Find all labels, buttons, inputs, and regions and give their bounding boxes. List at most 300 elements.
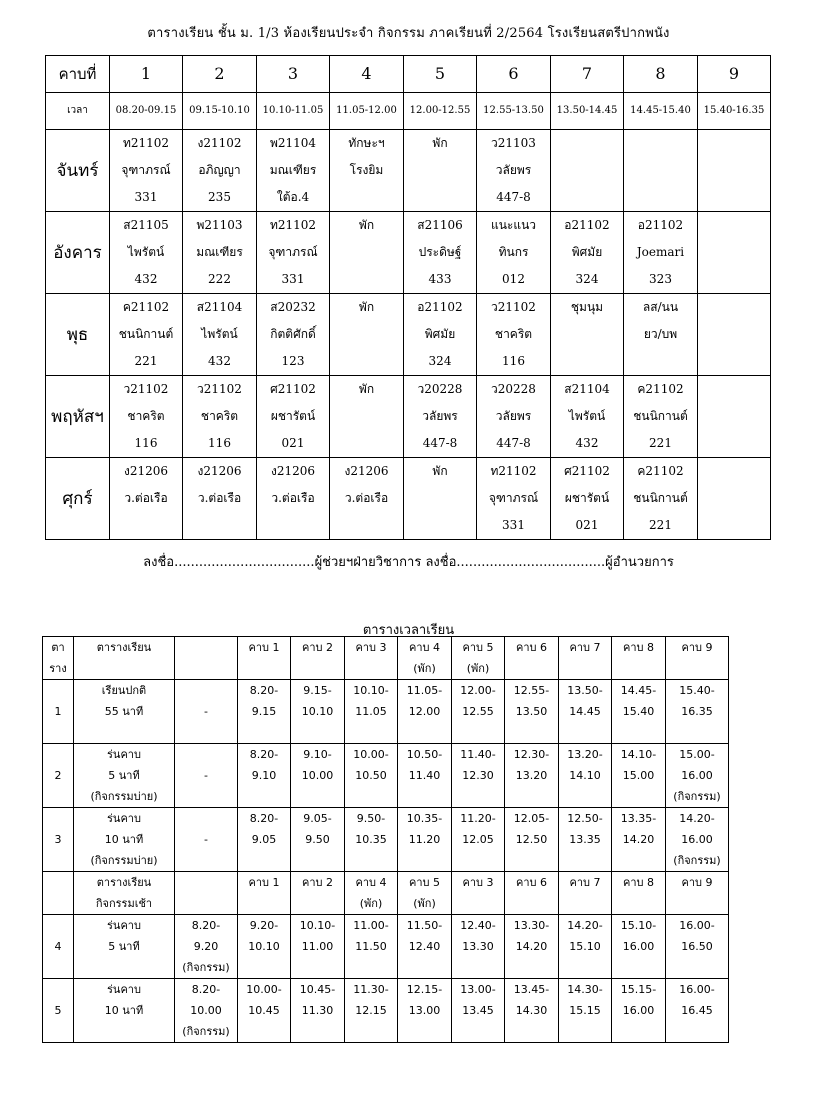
period-time-text: 13.20 bbox=[515, 769, 548, 782]
period-time-cell bbox=[398, 979, 452, 1043]
day-name: จันทร์ bbox=[46, 130, 110, 212]
schedule-cell-line: ไพรัตน์ bbox=[568, 409, 606, 423]
schedule-cell-line: พัก bbox=[432, 136, 448, 150]
schedule-cell-line: ว.ต่อเรือ bbox=[344, 491, 389, 505]
schedule-cell-line: ท21102 bbox=[122, 136, 170, 150]
period-time-cell bbox=[452, 808, 505, 872]
period-time-text: 9.10- bbox=[303, 748, 332, 761]
period-time-cell bbox=[505, 808, 559, 872]
period-time-text: 11.20 bbox=[408, 833, 441, 846]
schedule-cell-line: ว21102 bbox=[491, 300, 536, 314]
schedule-cell bbox=[477, 212, 551, 294]
day-name: อังคาร bbox=[46, 212, 110, 294]
period-time-text: 14.45- bbox=[620, 684, 657, 697]
schedule-cell bbox=[183, 130, 257, 212]
period-time-table bbox=[42, 636, 729, 1043]
period-header-cell bbox=[559, 872, 612, 915]
row-pre-activity bbox=[175, 915, 238, 979]
schedule-cell-line: พัก bbox=[432, 464, 448, 478]
schedule-cell-line bbox=[330, 348, 403, 375]
schedule-cell-line: ว.ต่อเรือ bbox=[124, 491, 168, 505]
period-number: 5 bbox=[404, 56, 477, 93]
row-number: 1 bbox=[43, 680, 74, 744]
period-time-text: 12.55 bbox=[462, 705, 494, 718]
schedule-cell-line: มณเฑียร bbox=[269, 163, 317, 177]
schedule-cell-line bbox=[698, 403, 770, 430]
schedule-cell-line bbox=[330, 321, 403, 348]
period-time-text: 9.05 bbox=[251, 833, 277, 846]
pre-activity-text: (กิจกรรม) bbox=[182, 1025, 230, 1038]
schedule-cell bbox=[404, 376, 477, 458]
timetable-row bbox=[43, 744, 729, 808]
period-time-text: 12.00- bbox=[460, 684, 496, 697]
schedule-cell-line bbox=[698, 376, 770, 403]
schedule-cell-line: 123 bbox=[281, 354, 305, 368]
period-time-text: 12.40- bbox=[460, 919, 496, 932]
period-header-cell bbox=[666, 637, 729, 680]
schedule-cell-line: ค21102 bbox=[637, 464, 684, 478]
schedule-cell bbox=[551, 376, 624, 458]
day-name: พุธ bbox=[46, 294, 110, 376]
schedule-cell-line bbox=[551, 348, 623, 375]
day-row bbox=[46, 294, 771, 376]
schedule-cell bbox=[330, 376, 404, 458]
period-time-cell bbox=[559, 808, 612, 872]
period-header-label: คาบที่ bbox=[46, 56, 110, 93]
schedule-cell bbox=[477, 458, 551, 540]
period-header-text: คาบ 3 bbox=[355, 641, 387, 654]
period-time-text: 9.20- bbox=[249, 919, 279, 932]
schedule-cell-line: 222 bbox=[208, 272, 231, 286]
schedule-name-text: 10 นาที bbox=[104, 1004, 144, 1017]
schedule-cell-line: แนะแนว bbox=[490, 218, 537, 232]
schedule-cell-line: ชุมนุม bbox=[570, 300, 604, 314]
schedule-cell-line: อ21102 bbox=[637, 218, 684, 232]
period-time: 11.05-12.00 bbox=[330, 93, 404, 130]
period-time-text: 14.20 bbox=[622, 833, 655, 846]
period-number: 2 bbox=[183, 56, 257, 93]
day-row bbox=[46, 130, 771, 212]
schedule-cell-line bbox=[257, 512, 329, 539]
period-time-cell bbox=[559, 979, 612, 1043]
period-time-cell bbox=[452, 979, 505, 1043]
period-time-cell bbox=[612, 979, 666, 1043]
period-time-text: 16.00 bbox=[681, 769, 713, 782]
period-time-cell bbox=[345, 979, 398, 1043]
period-time-text: 14.30- bbox=[567, 983, 603, 996]
schedule-cell-line: ทินกร bbox=[498, 245, 529, 259]
row-pre-activity: - bbox=[175, 744, 238, 808]
period-header-text: คาบ 6 bbox=[515, 641, 547, 654]
header-text: ราง bbox=[49, 662, 67, 675]
period-time: 13.50-14.45 bbox=[551, 93, 624, 130]
schedule-cell bbox=[551, 294, 624, 376]
schedule-cell-line: 235 bbox=[208, 190, 231, 204]
schedule-cell bbox=[698, 130, 771, 212]
schedule-cell bbox=[624, 294, 698, 376]
schedule-cell bbox=[257, 458, 330, 540]
period-time-cell bbox=[238, 808, 291, 872]
period-header-cell bbox=[291, 872, 345, 915]
period-header-cell bbox=[291, 637, 345, 680]
schedule-cell-line bbox=[698, 239, 770, 266]
period-time-cell bbox=[238, 680, 291, 744]
schedule-cell-line bbox=[698, 130, 770, 157]
schedule-cell-line bbox=[551, 157, 623, 184]
schedule-cell-line: ว21102 bbox=[197, 382, 242, 396]
timetable-row bbox=[43, 915, 729, 979]
schedule-cell-line: ท21102 bbox=[490, 464, 537, 478]
schedule-cell-line bbox=[624, 157, 697, 184]
timetable-row bbox=[43, 979, 729, 1043]
schedule-cell-line: ชนนิกานต์ bbox=[633, 409, 688, 423]
period-time-cell bbox=[291, 979, 345, 1043]
schedule-cell bbox=[110, 376, 183, 458]
schedule-cell bbox=[404, 294, 477, 376]
period-time-text: 10.45- bbox=[299, 983, 336, 996]
schedule-name-text: ร่นคาบ bbox=[107, 983, 141, 996]
schedule-cell bbox=[624, 376, 698, 458]
period-time-cell bbox=[345, 744, 398, 808]
period-time-text: 13.50- bbox=[567, 684, 603, 697]
period-time: 10.10-11.05 bbox=[257, 93, 330, 130]
schedule-cell-line: พ21103 bbox=[196, 218, 243, 232]
schedule-cell-line bbox=[624, 348, 697, 375]
period-time-cell bbox=[452, 744, 505, 808]
schedule-cell-line: ชาคริต bbox=[494, 327, 533, 341]
schedule-cell bbox=[330, 130, 404, 212]
period-time-text: 13.20- bbox=[567, 748, 603, 761]
period-time-text: 13.00- bbox=[460, 983, 496, 996]
schedule-cell-line bbox=[330, 184, 403, 211]
period-time: 12.00-12.55 bbox=[404, 93, 477, 130]
period-time-text: 11.50- bbox=[406, 919, 443, 932]
period-time-text: 12.05 bbox=[462, 833, 494, 846]
period-time-cell bbox=[398, 808, 452, 872]
period-time-cell bbox=[666, 680, 729, 744]
schedule-cell-line: 116 bbox=[208, 436, 231, 450]
period-time-text: 15.40- bbox=[679, 684, 715, 697]
schedule-cell bbox=[110, 294, 183, 376]
schedule-cell-line bbox=[404, 157, 476, 184]
timetable-header-cell bbox=[175, 637, 238, 680]
schedule-cell-line bbox=[698, 294, 770, 321]
row-pre-activity: - bbox=[175, 680, 238, 744]
period-header-text: (พัก) bbox=[466, 662, 490, 675]
period-header-text: คาบ 3 bbox=[462, 876, 494, 889]
period-time-cell bbox=[291, 808, 345, 872]
period-time: 14.45-15.40 bbox=[624, 93, 698, 130]
schedule-cell-line: ส21106 bbox=[417, 218, 463, 232]
schedule-cell-line: 324 bbox=[575, 272, 599, 286]
schedule-cell-line: วลัยพร bbox=[495, 163, 532, 177]
schedule-cell-line bbox=[330, 239, 403, 266]
row-number: 4 bbox=[43, 915, 74, 979]
header-text: ตารางเรียน bbox=[96, 876, 152, 889]
schedule-cell-line: ง21206 bbox=[270, 464, 316, 478]
schedule-cell bbox=[477, 376, 551, 458]
period-time-text: 14.20- bbox=[567, 919, 603, 932]
schedule-cell-line bbox=[624, 184, 697, 211]
period-time-text: 10.00 bbox=[301, 769, 334, 782]
schedule-cell-line bbox=[183, 512, 256, 539]
schedule-cell-line: ชาคริต bbox=[127, 409, 165, 423]
schedule-cell-line bbox=[330, 512, 403, 539]
schedule-cell bbox=[257, 130, 330, 212]
row-number: 2 bbox=[43, 744, 74, 808]
period-time-text: 12.40 bbox=[408, 940, 441, 953]
schedule-cell-line bbox=[698, 266, 770, 293]
schedule-cell-line bbox=[551, 184, 623, 211]
schedule-cell-line: 331 bbox=[281, 272, 305, 286]
schedule-cell-line: ผชารัตน์ bbox=[270, 409, 316, 423]
schedule-cell-line: ลส/นน bbox=[642, 300, 679, 314]
period-header-text: คาบ 2 bbox=[301, 641, 333, 654]
period-time-text: 15.10 bbox=[569, 940, 601, 953]
period-time-cell bbox=[666, 744, 729, 808]
schedule-cell-line: วลัยพร bbox=[495, 409, 532, 423]
schedule-cell-line: 021 bbox=[575, 518, 599, 532]
period-time-text: 10.10- bbox=[353, 684, 389, 697]
period-time-text: 10.10 bbox=[301, 705, 334, 718]
schedule-cell-line: 447-8 bbox=[422, 436, 458, 450]
period-time-text: 16.00- bbox=[679, 919, 715, 932]
schedule-name-text: ร่นคาบ bbox=[107, 812, 141, 825]
schedule-name-text: 5 นาที bbox=[108, 940, 140, 953]
schedule-cell-line bbox=[698, 348, 770, 375]
period-time-text: 11.50 bbox=[355, 940, 387, 953]
schedule-cell bbox=[698, 294, 771, 376]
schedule-cell-line: ใต้อ.4 bbox=[276, 190, 310, 204]
schedule-cell-line bbox=[404, 512, 476, 539]
period-time-cell bbox=[291, 915, 345, 979]
period-time-text: 14.20- bbox=[679, 812, 715, 825]
schedule-cell-line: 221 bbox=[134, 354, 158, 368]
period-time-text: 12.15 bbox=[355, 1004, 387, 1017]
schedule-cell bbox=[551, 458, 624, 540]
pre-activity-text: (กิจกรรม) bbox=[182, 961, 230, 974]
day-name: พฤหัสฯ bbox=[46, 376, 110, 458]
schedule-name-text: 5 นาที bbox=[108, 769, 140, 782]
period-time-text: 13.45 bbox=[462, 1004, 494, 1017]
schedule-cell-line bbox=[698, 212, 770, 239]
schedule-cell-line: ยว/บพ bbox=[643, 327, 678, 341]
period-header-cell bbox=[452, 637, 505, 680]
period-time-cell bbox=[452, 915, 505, 979]
schedule-name-text: ร่นคาบ bbox=[107, 919, 141, 932]
header-text: ตารางเรียน bbox=[96, 641, 152, 654]
period-time-text: 11.05- bbox=[406, 684, 443, 697]
schedule-cell-line: 221 bbox=[649, 518, 672, 532]
schedule-cell-line bbox=[698, 512, 770, 539]
period-time-text: 11.20- bbox=[460, 812, 496, 825]
schedule-cell-line: ไพรัตน์ bbox=[127, 245, 165, 259]
period-header-cell bbox=[505, 872, 559, 915]
schedule-cell bbox=[183, 294, 257, 376]
period-time-text: 12.50 bbox=[515, 833, 548, 846]
schedule-cell bbox=[551, 212, 624, 294]
period-time-text: 10.35 bbox=[355, 833, 387, 846]
period-time-cell bbox=[612, 808, 666, 872]
period-header-text: (พัก) bbox=[413, 897, 436, 910]
schedule-cell-line: 432 bbox=[208, 354, 231, 368]
period-time-text: 14.45 bbox=[569, 705, 601, 718]
period-time-text: 12.00 bbox=[408, 705, 441, 718]
row-schedule-name bbox=[74, 744, 175, 808]
schedule-cell-line: 116 bbox=[134, 436, 158, 450]
schedule-name-text: 10 นาที bbox=[104, 833, 144, 846]
pre-activity-text: 8.20- bbox=[191, 919, 221, 932]
schedule-cell-line bbox=[330, 403, 403, 430]
period-time-cell bbox=[345, 915, 398, 979]
period-time-text: 9.50 bbox=[305, 833, 330, 846]
schedule-cell bbox=[698, 212, 771, 294]
day-row bbox=[46, 376, 771, 458]
period-time-cell bbox=[398, 744, 452, 808]
schedule-cell-line: ว20228 bbox=[491, 382, 536, 396]
schedule-cell-line: 432 bbox=[575, 436, 599, 450]
period-header-cell bbox=[666, 872, 729, 915]
period-time-text: 14.10 bbox=[569, 769, 601, 782]
schedule-cell bbox=[698, 458, 771, 540]
period-time-cell bbox=[505, 744, 559, 808]
schedule-cell-line: 447-8 bbox=[496, 190, 531, 204]
schedule-cell-line: พ21104 bbox=[269, 136, 317, 150]
period-time-cell bbox=[505, 979, 559, 1043]
period-time-text: 12.05- bbox=[513, 812, 550, 825]
day-row bbox=[46, 212, 771, 294]
pre-activity-text: 10.00 bbox=[190, 1004, 222, 1017]
schedule-cell-line bbox=[698, 458, 770, 485]
schedule-cell-line: โรงยิม bbox=[349, 163, 384, 177]
period-header-cell bbox=[398, 637, 452, 680]
period-time-cell bbox=[612, 744, 666, 808]
period-time-text: 13.30- bbox=[513, 919, 550, 932]
row-schedule-name bbox=[74, 680, 175, 744]
schedule-cell-line: ทักษะฯ bbox=[348, 136, 385, 150]
timetable-header-cell bbox=[74, 872, 175, 915]
period-header-text: (พัก) bbox=[413, 662, 436, 675]
timetable-header-row-b bbox=[43, 872, 729, 915]
period-time-text: 16.00- bbox=[679, 983, 715, 996]
period-header-text: คาบ 8 bbox=[622, 876, 654, 889]
schedule-cell-line: วลัยพร bbox=[422, 409, 458, 423]
schedule-cell bbox=[183, 458, 257, 540]
period-time-text: 12.55- bbox=[513, 684, 550, 697]
row-pre-activity bbox=[175, 979, 238, 1043]
schedule-cell-line: 012 bbox=[502, 272, 525, 286]
row-pre-activity: - bbox=[175, 808, 238, 872]
period-time-cell bbox=[345, 680, 398, 744]
period-time-cell bbox=[559, 744, 612, 808]
schedule-cell bbox=[404, 212, 477, 294]
schedule-cell bbox=[257, 294, 330, 376]
period-time-text: 9.05- bbox=[303, 812, 332, 825]
schedule-cell bbox=[110, 130, 183, 212]
period-time-cell bbox=[666, 979, 729, 1043]
timetable-row bbox=[43, 680, 729, 744]
period-header-text: คาบ 8 bbox=[622, 641, 654, 654]
period-time-text: 11.40 bbox=[408, 769, 441, 782]
period-time-cell bbox=[452, 680, 505, 744]
period-header-text: คาบ 2 bbox=[301, 876, 333, 889]
schedule-cell-line: ศ21102 bbox=[564, 464, 610, 478]
period-time-text: 11.30- bbox=[353, 983, 389, 996]
period-time-text: 10.45 bbox=[248, 1004, 280, 1017]
schedule-cell-line: พิศมัย bbox=[424, 327, 456, 341]
schedule-cell bbox=[330, 294, 404, 376]
schedule-title: ตารางเรียน ชั้น ม. 1/3 ห้องเรียนประจำ กิจกรรม ภาคเรียนที่ 2/2564 โรงเรียนสตรีปากพนัง bbox=[147, 26, 670, 41]
schedule-cell-line bbox=[698, 184, 770, 211]
schedule-cell-line: พัก bbox=[358, 382, 375, 396]
schedule-cell-line: ค21102 bbox=[122, 300, 170, 314]
period-time-cell bbox=[666, 808, 729, 872]
period-time-text: 13.00 bbox=[408, 1004, 441, 1017]
schedule-cell-line: ชนนิกานต์ bbox=[633, 491, 688, 505]
period-time-text: 10.10- bbox=[299, 919, 336, 932]
schedule-cell bbox=[110, 458, 183, 540]
schedule-cell-line: 021 bbox=[281, 436, 305, 450]
schedule-cell-line: Joemari bbox=[636, 245, 685, 259]
schedule-cell bbox=[477, 294, 551, 376]
period-number: 3 bbox=[257, 56, 330, 93]
schedule-cell-line: 324 bbox=[428, 354, 452, 368]
period-header-text: คาบ 5 bbox=[408, 876, 440, 889]
schedule-cell bbox=[257, 212, 330, 294]
schedule-cell-line: 323 bbox=[649, 272, 672, 286]
schedule-cell-line: ง21102 bbox=[197, 136, 242, 150]
period-header-text: คาบ 7 bbox=[569, 641, 601, 654]
period-header-cell bbox=[559, 637, 612, 680]
period-time-text: 8.20- bbox=[249, 812, 279, 825]
row-schedule-name bbox=[74, 808, 175, 872]
schedule-cell-line: 447-8 bbox=[496, 436, 531, 450]
period-time-cell bbox=[398, 680, 452, 744]
period-time-text: 13.35 bbox=[569, 833, 601, 846]
period-header-text: คาบ 1 bbox=[248, 641, 280, 654]
day-name: ศุกร์ bbox=[46, 458, 110, 540]
schedule-cell-line bbox=[698, 321, 770, 348]
period-time-text: 13.45- bbox=[513, 983, 550, 996]
period-time: 08.20-09.15 bbox=[110, 93, 183, 130]
period-time-text: 9.15 bbox=[251, 705, 277, 718]
period-header-cell bbox=[505, 637, 559, 680]
schedule-cell-line: อ21102 bbox=[417, 300, 463, 314]
period-number: 9 bbox=[698, 56, 771, 93]
period-time-text: 9.15- bbox=[303, 684, 332, 697]
schedule-cell-line: ว20228 bbox=[417, 382, 463, 396]
period-header-text: คาบ 4 bbox=[408, 641, 440, 654]
period-time-text: 11.40- bbox=[460, 748, 496, 761]
schedule-cell-line bbox=[330, 430, 403, 457]
row-number: 3 bbox=[43, 808, 74, 872]
period-header-cell bbox=[238, 872, 291, 915]
schedule-cell-line: พัก bbox=[358, 218, 375, 232]
schedule-cell-line: 433 bbox=[428, 272, 452, 286]
period-header-cell bbox=[612, 637, 666, 680]
schedule-cell bbox=[624, 212, 698, 294]
period-time-cell bbox=[612, 915, 666, 979]
schedule-cell-line: ว21103 bbox=[491, 136, 536, 150]
period-time-cell bbox=[238, 744, 291, 808]
schedule-cell-line: ง21206 bbox=[197, 464, 242, 478]
period-time-text: 12.30- bbox=[513, 748, 550, 761]
timetable-header-cell bbox=[175, 872, 238, 915]
period-time-text: 10.10 bbox=[248, 940, 280, 953]
period-time-cell bbox=[559, 915, 612, 979]
period-time-text: 13.35- bbox=[620, 812, 657, 825]
period-time-text: 11.05 bbox=[355, 705, 387, 718]
